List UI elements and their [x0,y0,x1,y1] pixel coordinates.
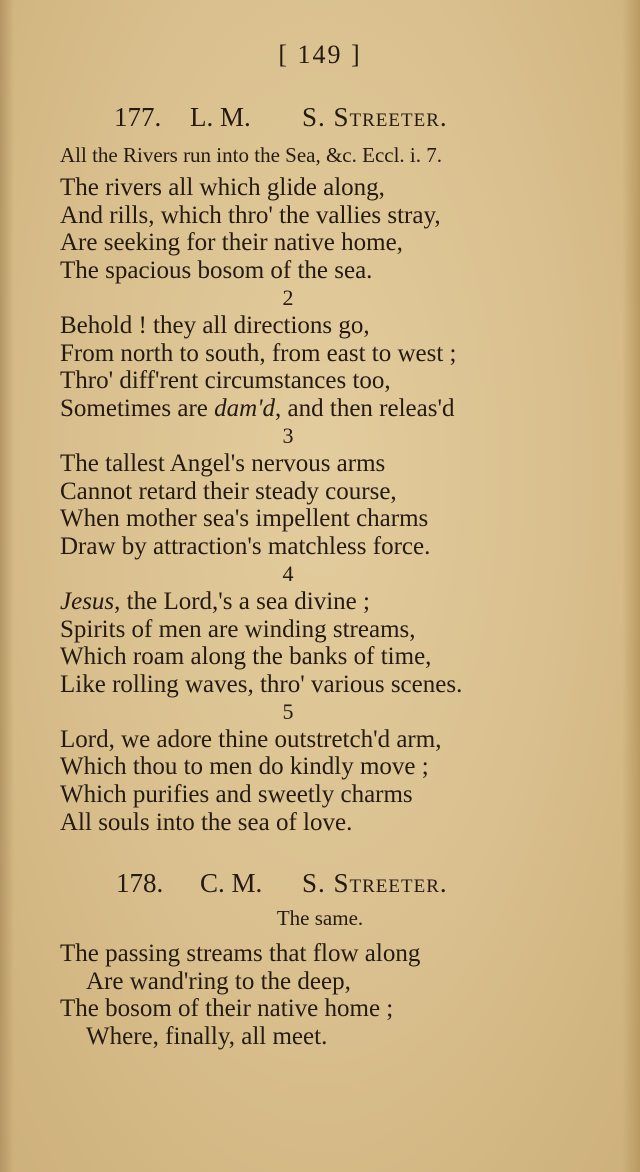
verse-line: When mother sea's impellent charms [60,505,429,533]
verse-line: Spirits of men are winding streams, [60,615,416,643]
verse-line: The tallest Angel's nervous arms [60,449,386,477]
verse-line: Thro' diff'rent circumstances too, [60,367,391,395]
hymn-178-subtitle: The same. [276,906,364,930]
verse-line: Which roam along the banks of time, [60,643,432,671]
page-number: [ 149 ] [278,40,362,69]
verse-line: Sometimes are dam'd, and then releas'd [60,394,455,422]
verse-line: Cannot retard their steady course, [60,477,397,505]
hymn-number: 178. [116,868,164,898]
verse-line: All souls into the sea of love. [60,808,353,836]
page-edge-shadow-left [0,0,14,1172]
stanza-number: 3 [282,423,294,449]
verse-line: Draw by attraction's matchless force. [60,532,431,560]
verse-line: From north to south, from east to west ; [60,339,457,367]
stanza [60,422,620,560]
stanza-number: 5 [282,699,294,725]
verse-line: Jesus, the Lord,'s a sea divine ; [60,587,370,615]
verse-line: Where, finally, all meet. [86,1022,328,1050]
hymn-177-text [60,174,620,836]
verse-line: The spacious bosom of the sea. [60,256,373,284]
stanza [60,284,620,422]
verse-line: Lord, we adore thine outstretch'd arm, [60,725,442,753]
hymn-meter: L. M. [190,102,251,132]
hymn-meter: C. M. [200,868,263,898]
hymn-author: S. Streeter. [302,102,448,132]
stanza [60,560,620,698]
verse-line: Which thou to men do kindly move ; [60,753,429,781]
stanza [60,698,620,836]
verse-line: Are seeking for their native home, [60,229,403,257]
hymn-author: S. Streeter. [302,868,448,898]
verse-line: And rills, which thro' the vallies stray, [60,201,441,229]
page-edge-shadow-right [622,0,640,1172]
stanza [60,940,620,1050]
hymn-number: 177. [114,102,162,132]
verse-line: The rivers all which glide along, [60,174,385,201]
verse-line: The passing streams that flow along [60,940,421,967]
hymn-177-subtitle: All the Rivers run into the Sea, &c. Eccl. i. 7. [60,143,442,167]
verse-line: Which purifies and sweetly charms [60,781,413,809]
hymn-178-text [60,940,620,1050]
stanza [60,174,620,284]
verse-line: Behold ! they all directions go, [60,311,370,339]
stanza-number: 4 [282,561,294,587]
verse-line: The bosom of their native home ; [60,995,394,1023]
verse-line: Like rolling waves, thro' various scenes. [60,670,463,698]
verse-line: Are wand'ring to the deep, [86,967,351,995]
stanza-number: 2 [282,285,294,311]
